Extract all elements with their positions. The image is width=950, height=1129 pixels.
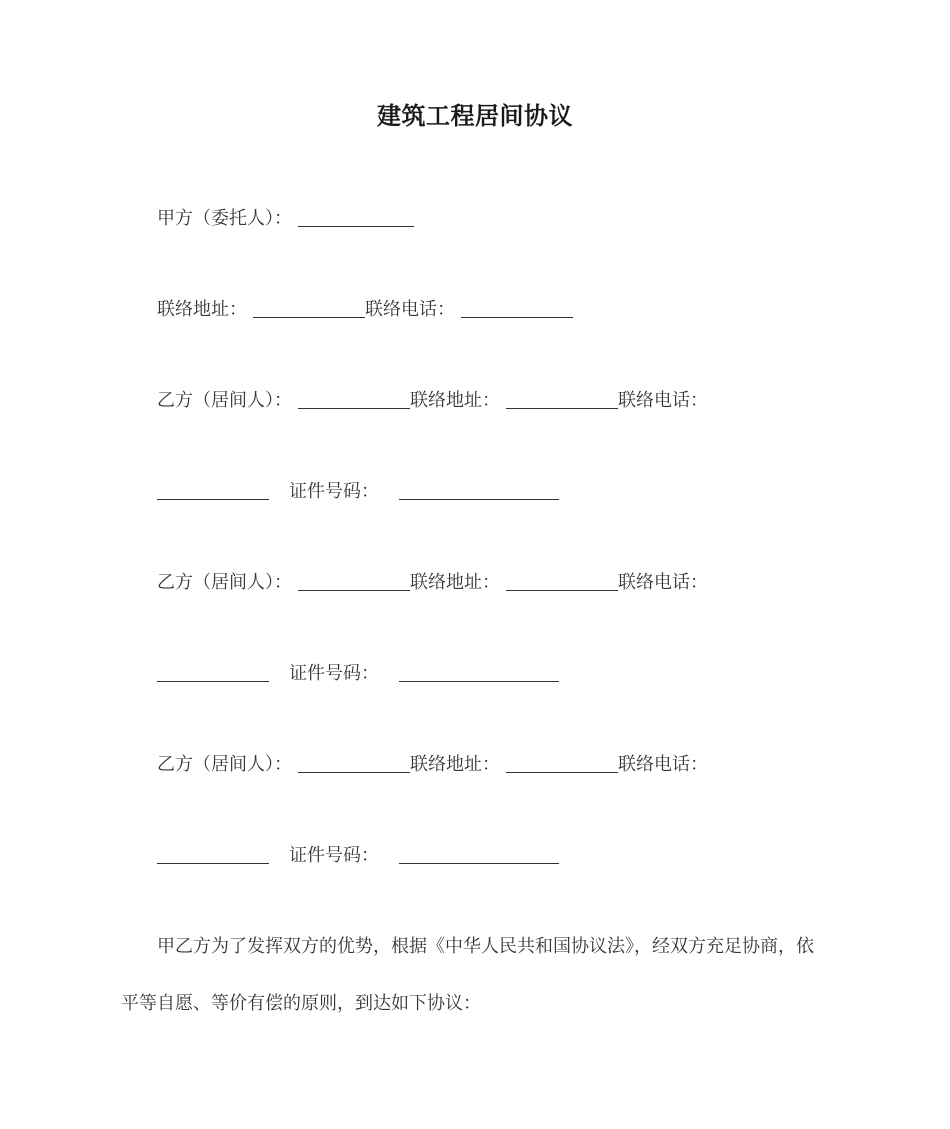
party-b-address-blank bbox=[506, 390, 618, 409]
party-b-address-blank bbox=[506, 572, 618, 591]
party-b-phone-label: 联络电话： bbox=[618, 572, 708, 593]
party-b-label: 乙方（居间人）： bbox=[157, 390, 292, 411]
party-b-1-id-line bbox=[157, 480, 559, 504]
party-b-id-label: 证件号码： bbox=[289, 845, 379, 866]
party-a-phone-label: 联络电话： bbox=[365, 299, 455, 320]
party-a-contact-line bbox=[157, 298, 573, 322]
party-a-address-label: 联络地址： bbox=[157, 299, 247, 320]
party-b-name-blank bbox=[298, 572, 410, 591]
party-b-2-id-line bbox=[157, 662, 559, 686]
party-a-line bbox=[157, 207, 414, 231]
party-b-label: 乙方（居间人）： bbox=[157, 572, 292, 593]
party-b-3-id-line bbox=[157, 844, 559, 868]
party-a-address-blank bbox=[253, 299, 365, 318]
party-b-id-blank bbox=[399, 663, 559, 682]
party-b-phone-blank bbox=[157, 481, 269, 500]
party-b-2-line bbox=[157, 571, 708, 595]
party-b-phone-label: 联络电话： bbox=[618, 390, 708, 411]
party-b-address-label: 联络地址： bbox=[410, 572, 500, 593]
party-b-name-blank bbox=[298, 754, 410, 773]
party-b-id-blank bbox=[399, 845, 559, 864]
party-a-label: 甲方（委托人）： bbox=[157, 208, 292, 229]
party-b-address-blank bbox=[506, 754, 618, 773]
party-a-phone-blank bbox=[461, 299, 573, 318]
document-title: 建筑工程居间协议 bbox=[377, 102, 573, 130]
party-b-id-blank bbox=[399, 481, 559, 500]
party-b-id-label: 证件号码： bbox=[289, 663, 379, 684]
preamble-line-2: 平等自愿、等价有偿的原则，到达如下协议： bbox=[121, 993, 481, 1014]
party-b-address-label: 联络地址： bbox=[410, 390, 500, 411]
party-b-3-line bbox=[157, 753, 708, 777]
preamble-line-1: 甲乙方为了发挥双方的优势，根据《中华人民共和国协议法》，经双方充足协商，依 bbox=[157, 936, 814, 957]
party-b-name-blank bbox=[298, 390, 410, 409]
party-b-id-label: 证件号码： bbox=[289, 481, 379, 502]
party-b-label: 乙方（居间人）： bbox=[157, 754, 292, 775]
party-a-name-blank bbox=[298, 208, 414, 227]
party-b-address-label: 联络地址： bbox=[410, 754, 500, 775]
party-b-phone-blank bbox=[157, 845, 269, 864]
party-b-phone-label: 联络电话： bbox=[618, 754, 708, 775]
party-b-phone-blank bbox=[157, 663, 269, 682]
party-b-1-line bbox=[157, 389, 708, 413]
